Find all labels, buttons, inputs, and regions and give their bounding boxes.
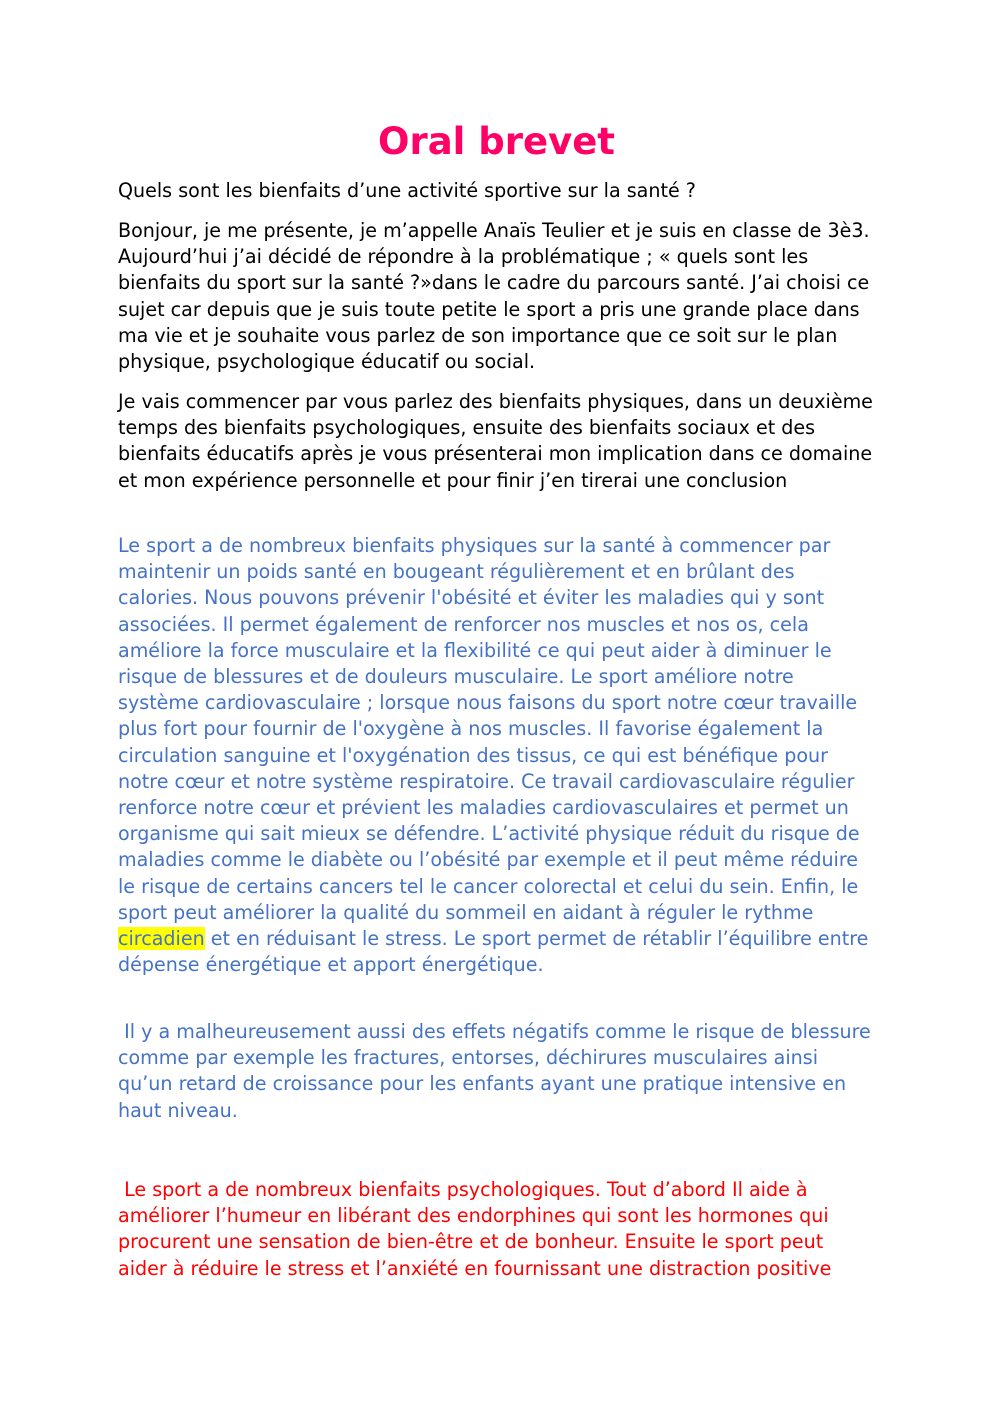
physical-text-before: Le sport a de nombreux bienfaits physiques sur la santé à commencer par maintenir un poids santé en bougeant régulièrement et en brûlant des calories. Nous pouvons prévenir l'obésité et éviter les maladies qui y sont associées. Il permet également de renforcer nos muscles et nos os, cela améliore la force musculaire et la flexibilité ce qui peut aider à diminuer le risque de blessures et de douleurs musculaire. Le sport améliore notre système cardiovasculaire ; lorsque nous faisons du sport notre cœur travaille plus fort pour fournir de l'oxygène à nos muscles. Il favorise également la circulation sanguine et l'oxygénation des tissus, ce qui est bénéfique pour notre cœur et notre système respiratoire. Ce travail cardiovasculaire régulier renforce notre cœur et prévient les maladies cardiovasculaires et permet un organisme qui sait mieux se défendre. L’activité physique réduit du risque de maladies comme le diabète ou l’obésité par exemple et il peut même réduire le risque de certains cancers tel le cancer colorectal et celui du sein. Enfin, le sport peut améliorer la qualité du sommeil en aidant à réguler le rythme <box>118 534 860 924</box>
problem-question: Quels sont les bienfaits d’une activité sportive sur la santé ? <box>118 179 696 202</box>
document-title: Oral brevet <box>378 120 615 163</box>
physical-benefits-paragraph <box>118 533 878 978</box>
highlighted-word: circadien <box>118 927 205 951</box>
negative-effects-paragraph: Il y a malheureusement aussi des effets négatifs comme le risque de blessure comme par exemple les fractures, entorses, déchirures musculaires ainsi qu’un retard de croissance pour les enfants ayant une pratique intensive en haut niveau. <box>118 1020 877 1122</box>
psychological-benefits-paragraph: Le sport a de nombreux bienfaits psychologiques. Tout d’abord Il aide à améliorer l’humeur en libérant des endorphines qui sont les hormones qui procurent une sensation de bien-être et de bonheur. Ensuite le sport peut aider à réduire le stress et l’anxiété en fournissant une distraction positive <box>118 1178 835 1280</box>
intro-paragraph: Bonjour, je me présente, je m’appelle Anaïs Teulier et je suis en classe de 3è3. Aujourd’hui j’ai décidé de répondre à la problématique ; « quels sont les bienfaits du sport sur la santé ?»dans le cadre du parcours santé. J’ai choisi ce sujet car depuis que je suis toute petite le sport a pris une grande place dans ma vie et je souhaite vous parlez de son importance que ce soit sur le plan physique, psychologique éducatif ou social. <box>118 219 870 374</box>
plan-paragraph: Je vais commencer par vous parlez des bienfaits physiques, dans un deuxième temps des bienfaits psychologiques, ensuite des bienfaits sociaux et des bienfaits éducatifs après je vous présenterai mon implication dans ce domaine et mon expérience personnelle et pour finir j’en tirerai une conclusion <box>118 390 873 492</box>
physical-text-after: et en réduisant le stress. Le sport permet de rétablir l’équilibre entre dépense énergétique et apport énergétique. <box>118 927 869 977</box>
